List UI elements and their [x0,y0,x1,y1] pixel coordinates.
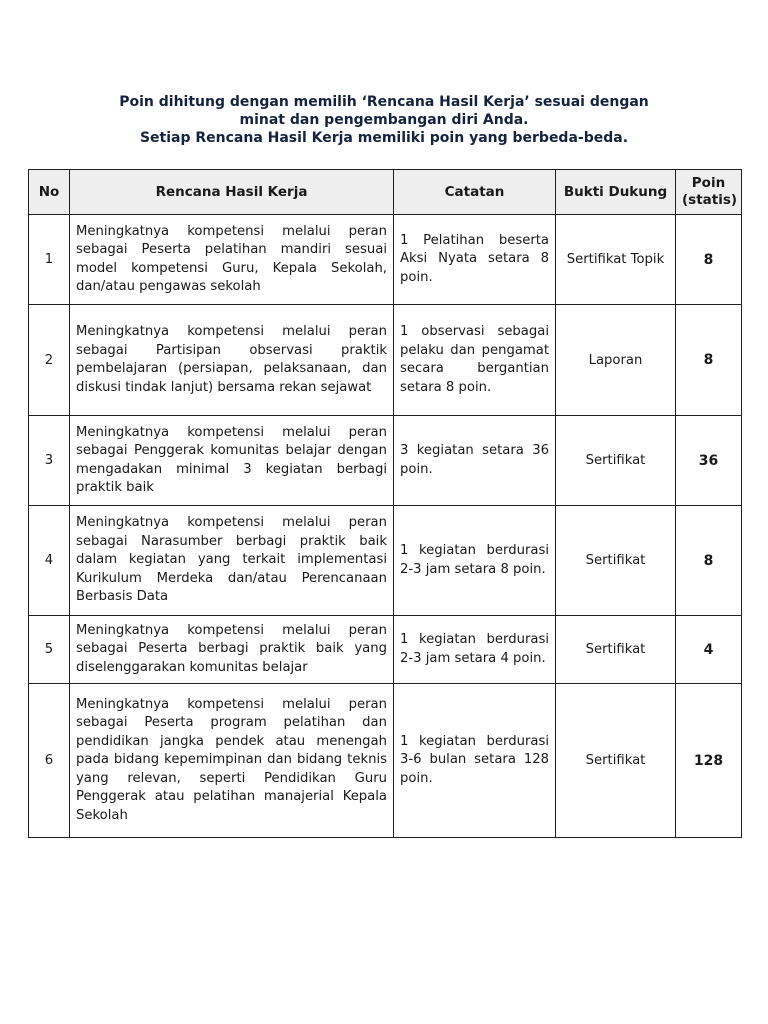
row-bukti: Sertifikat Topik [556,215,676,305]
row-no: 4 [29,506,70,616]
header-catatan: Catatan [394,170,556,215]
header-rencana: Rencana Hasil Kerja [70,170,394,215]
row-bukti: Sertifikat [556,506,676,616]
row-rencana: Meningkatnya kompetensi melalui peran sebagai Penggerak komunitas belajar dengan mengadakan minimal 3 kegiatan berbagi praktik baik [70,416,394,506]
row-catatan: 1 kegiatan berdurasi 3-6 bulan setara 128 poin. [394,684,556,838]
row-catatan: 1 kegiatan berdurasi 2-3 jam setara 4 poin. [394,616,556,684]
row-catatan: 1 Pelatihan beserta Aksi Nyata setara 8 poin. [394,215,556,305]
row-bukti: Sertifikat [556,416,676,506]
header-no: No [29,170,70,215]
row-catatan: 1 observasi sebagai pelaku dan pengamat secara bergantian setara 8 poin. [394,305,556,416]
table-row [29,215,742,305]
row-rencana: Meningkatnya kompetensi melalui peran sebagai Partisipan observasi praktik pembelajaran (persiapan, pelaksanaan, dan diskusi tindak lanjut) bersama rekan sejawat [70,305,394,416]
row-rencana: Meningkatnya kompetensi melalui peran sebagai Peserta program pelatihan dan pendidikan jangka pendek atau menengah pada bidang kepemimpinan dan bidang teknis yang relevan, seperti Pendidikan Guru Penggerak atau pelatihan manajerial Kepala Sekolah [70,684,394,838]
table-row [29,506,742,616]
intro-line-1: Poin dihitung dengan memilih ‘Rencana Hasil Kerja’ sesuai dengan [119,94,649,110]
header-poin [676,170,742,215]
header-bukti: Bukti Dukung [556,170,676,215]
intro-text [0,93,768,147]
row-poin: 8 [676,215,742,305]
intro-line-2: minat dan pengembangan diri Anda. [239,112,529,128]
row-poin: 36 [676,416,742,506]
table-header-row [29,170,742,215]
row-poin: 128 [676,684,742,838]
row-poin: 8 [676,305,742,416]
row-no: 6 [29,684,70,838]
intro-line-3: Setiap Rencana Hasil Kerja memiliki poin yang berbeda-beda. [139,130,629,146]
row-rencana: Meningkatnya kompetensi melalui peran sebagai Peserta pelatihan mandiri sesuai model kompetensi Guru, Kepala Sekolah, dan/atau pengawas sekolah [70,215,394,305]
row-no: 3 [29,416,70,506]
row-bukti: Sertifikat [556,616,676,684]
row-rencana: Meningkatnya kompetensi melalui peran sebagai Peserta berbagi praktik baik yang diselenggarakan komunitas belajar [70,616,394,684]
table-row [29,305,742,416]
rencana-hasil-kerja-table [28,169,742,838]
header-poin-line-1: Poin [691,175,726,191]
row-bukti: Sertifikat [556,684,676,838]
row-no: 2 [29,305,70,416]
table-row [29,684,742,838]
row-rencana: Meningkatnya kompetensi melalui peran sebagai Narasumber berbagi praktik baik dalam kegiatan yang terkait implementasi Kurikulum Merdeka dan/atau Perencanaan Berbasis Data [70,506,394,616]
row-catatan: 1 kegiatan berdurasi 2-3 jam setara 8 poin. [394,506,556,616]
row-no: 5 [29,616,70,684]
header-poin-line-2: (statis) [682,192,738,208]
row-catatan: 3 kegiatan setara 36 poin. [394,416,556,506]
row-bukti: Laporan [556,305,676,416]
row-poin: 8 [676,506,742,616]
table-row [29,616,742,684]
row-no: 1 [29,215,70,305]
table-row [29,416,742,506]
row-poin: 4 [676,616,742,684]
